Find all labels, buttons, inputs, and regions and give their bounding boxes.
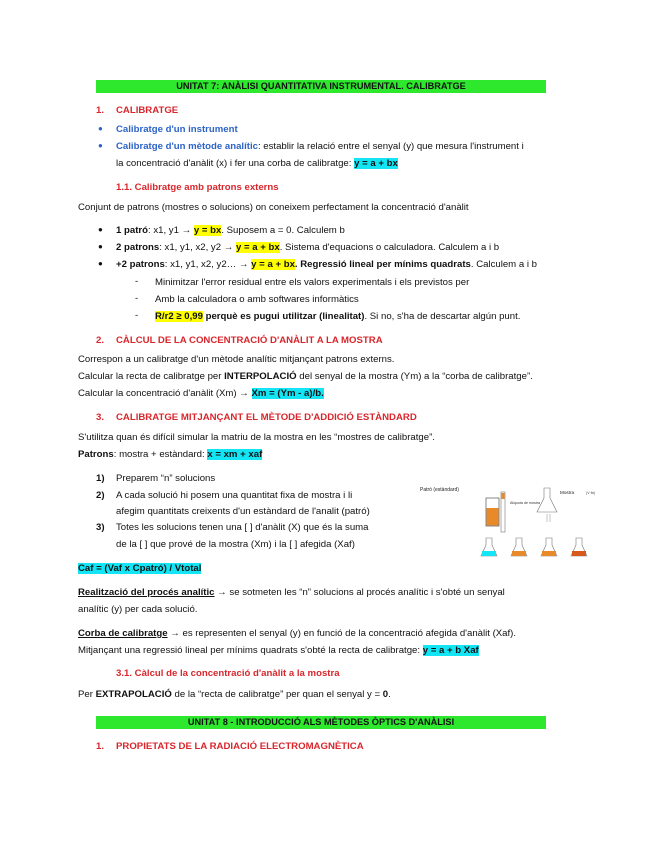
figure-label-aliquota: Aliquota de mostra: [510, 501, 540, 505]
formula-xm: Xm = (Ym - a)/b.: [251, 388, 324, 399]
patrons-item-2-tail: . Sistema d'equacions o calculadora. Calculem a i b: [279, 242, 500, 253]
patrons-item-2-text: : x1, y1, x2, y2 →: [159, 242, 236, 253]
regressio-detail-3: [155, 310, 520, 323]
mostra-flask-icon: [537, 488, 557, 512]
realitzacio-line-2: analític (y) per cada solució.: [78, 604, 198, 615]
formula-linear: y = a + bx: [235, 242, 280, 253]
patrons-item-3-bold: . Regressió lineal per mínims quadrats: [294, 259, 471, 270]
subsection-3-1-heading: 3.1. Càlcul de la concentració d'anàlit a la mostra: [116, 668, 340, 679]
corba-line-2: [78, 644, 479, 657]
patrons-item-3-text: : x1, y1, x2, y2… →: [164, 259, 252, 270]
unit7-banner: UNITAT 7: ANÀLISI QUANTITATIVA INSTRUMENTAL. CALIBRATGE: [96, 80, 546, 93]
patrons-item-1: [116, 224, 345, 237]
caf-formula-line: [78, 562, 201, 575]
section2-heading: [96, 334, 383, 347]
formula-x-sum: x = xm + xaf: [207, 449, 263, 460]
figure-label-patro: Patró (estàndard): [420, 487, 459, 493]
calibratge-metode: [116, 140, 524, 153]
pipette-icon: [547, 514, 550, 522]
interpolacio-label: INTERPOLACIÓ: [224, 371, 297, 382]
bullet-icon: ●: [98, 242, 103, 251]
calibratge-metode-label: Calibratge d'un mètode analític: [116, 141, 258, 152]
step-number-1: 1): [96, 473, 105, 484]
realitzacio-line-1: [78, 586, 505, 599]
unit8-section1-title: PROPIETATS DE LA RADIACIÓ ELECTROMAGNÈTICA: [116, 741, 364, 752]
flask-3-liquid: [542, 551, 556, 556]
bullet-icon: ●: [98, 225, 103, 234]
section2-line-2-b: del senyal de la mostra (Ym) a la “corba de calibratge”.: [296, 371, 533, 382]
calibratge-instrument: Calibratge d'un instrument: [116, 124, 238, 135]
step-2b: afegim quantitats creixents d'un estàndard de l'analit (patró): [116, 506, 370, 517]
bullet-icon: ●: [98, 141, 103, 150]
section2-number: 2.: [96, 335, 105, 346]
corba-line-2-text: Mitjançant una regressió lineal per mínims quadrats s'obté la recta de calibratge:: [78, 645, 423, 656]
corba-text: → es representen el senyal (y) en funció de la concentració afegida d'anàlit (Xaf).: [167, 628, 517, 639]
section2-title: CÀLCUL DE LA CONCENTRACIÓ D'ANÀLIT A LA MOSTRA: [116, 335, 383, 346]
section3-line-2-a: : mostra + estàndard:: [113, 449, 208, 460]
subsection-1-1-heading: 1.1. Calibratge amb patrons externs: [116, 182, 279, 193]
patrons-label: Patrons: [78, 449, 114, 460]
section3-line-1: S'utilitza quan és difícil simular la matriu de la mostra en les “mostres de calibratge”.: [78, 432, 435, 443]
section2-line-1: Correspon a un calibratge d'un mètode analític mitjançant patrons externs.: [78, 354, 395, 365]
patrons-item-3-tail: . Calculem a i b: [470, 259, 537, 270]
unit8-banner: UNITAT 8 - INTRODUCCIÓ ALS MÈTODES ÒPTICS D'ANÀLISI: [96, 716, 546, 729]
dash-marker: -: [135, 310, 139, 321]
formula-caf: Caf = (Vaf x Cpatró) / Vtotal: [78, 563, 202, 574]
section1-number: 1.: [96, 105, 105, 116]
extrapolacio-a: Per: [78, 689, 96, 700]
flask-4-liquid: [572, 551, 586, 556]
section3-line-2: [78, 448, 262, 461]
extrapolacio-label: EXTRAPOLACIÓ: [95, 689, 172, 700]
step-number-3: 3): [96, 522, 105, 533]
step-3b: de la [ ] que prové de la mostra (Xm) i la [ ] afegida (Xaf): [116, 539, 355, 550]
linearity-criterion: R/r2 ≥ 0,99: [155, 311, 203, 322]
burette-liquid: [502, 493, 505, 499]
patrons-intro: Conjunt de patrons (mostres o solucions) on coneixem perfectament la concentració d'anàlit: [78, 202, 469, 213]
dash-marker: -: [135, 293, 139, 304]
step-2a: A cada solució hi posem una quantitat fixa de mostra i li: [116, 490, 353, 501]
patrons-item-2: [116, 241, 499, 254]
extrapolacio-line: [78, 688, 391, 701]
section1-title: CALIBRATGE: [116, 105, 179, 116]
calibratge-metode-text: : establir la relació entre el senyal (y) que mesura l'instrument i: [257, 141, 524, 152]
section2-line-3-a: Calcular la concentració d'anàlit (Xm) →: [78, 388, 252, 399]
formula-proportional: y = bx: [193, 225, 222, 236]
linearity-tail: . Si no, s'ha de descartar algún punt.: [364, 311, 521, 322]
standard-addition-figure: [420, 482, 630, 562]
linearity-bold: perquè es pugui utilitzar (linealitat): [202, 311, 365, 322]
calibratge-metode-cont: [116, 157, 398, 170]
figure-label-mostra-note: (V fix): [586, 491, 596, 495]
regressio-detail-1: Minimitzar l'error residual entre els valors experimentals i els previstos per: [155, 277, 470, 288]
calibratge-metode-cont-text: la concentració d'anàlit (x) i fer una corba de calibratge:: [116, 158, 355, 169]
step-number-2: 2): [96, 490, 105, 501]
corba-label: Corba de calibratge: [78, 628, 168, 639]
flask-2-liquid: [512, 551, 526, 556]
unit8-section1-heading: [96, 740, 364, 753]
section2-line-2-a: Calcular la recta de calibratge per: [78, 371, 225, 382]
formula-addition: y = a + b Xaf: [422, 645, 479, 656]
patrons-item-1-label: 1 patró: [116, 225, 148, 236]
corba-line-1: [78, 627, 516, 640]
realitzacio-text: → se sotmeten les “n” solucions al procés analític i s'obté un senyal: [214, 587, 505, 598]
dash-marker: -: [135, 276, 139, 287]
section2-line-3: [78, 387, 324, 400]
flask-1-liquid: [482, 551, 496, 556]
section3-number: 3.: [96, 412, 105, 423]
unit8-section1-number: 1.: [96, 741, 105, 752]
regressio-detail-2: Amb la calculadora o amb softwares informàtics: [155, 294, 359, 305]
formula-linear: y = a + bx: [251, 259, 295, 270]
patrons-item-3: [116, 258, 537, 271]
realitzacio-label: Realització del procés analític: [78, 587, 215, 598]
formula-linear: y = a + bx: [354, 158, 398, 169]
patrons-item-2-label: 2 patrons: [116, 242, 160, 253]
bullet-icon: ●: [98, 124, 103, 133]
section2-line-2: [78, 370, 533, 383]
step-3a: Totes les solucions tenen una [ ] d'anàlit (X) que és la suma: [116, 522, 369, 533]
extrapolacio-b: de la “recta de calibratge” per quan el senyal y =: [171, 689, 383, 700]
patrons-item-3-label: +2 patrons: [116, 259, 165, 270]
bullet-icon: ●: [98, 259, 103, 268]
patro-liquid: [487, 508, 499, 526]
patrons-item-1-text: : x1, y1 →: [148, 225, 194, 236]
section3-title: CALIBRATGE MITJANÇANT EL MÈTODE D'ADDICIÓ ESTÀNDARD: [116, 412, 417, 423]
extrapolacio-end: .: [388, 689, 391, 700]
patrons-item-1-tail: . Suposem a = 0. Calculem b: [221, 225, 345, 236]
section1-heading: [96, 104, 178, 117]
extrapolacio-zero: 0: [382, 689, 389, 700]
step-1: Preparem “n” solucions: [116, 473, 216, 484]
section3-heading: [96, 411, 417, 424]
figure-label-mostra: Mostra: [560, 490, 575, 495]
